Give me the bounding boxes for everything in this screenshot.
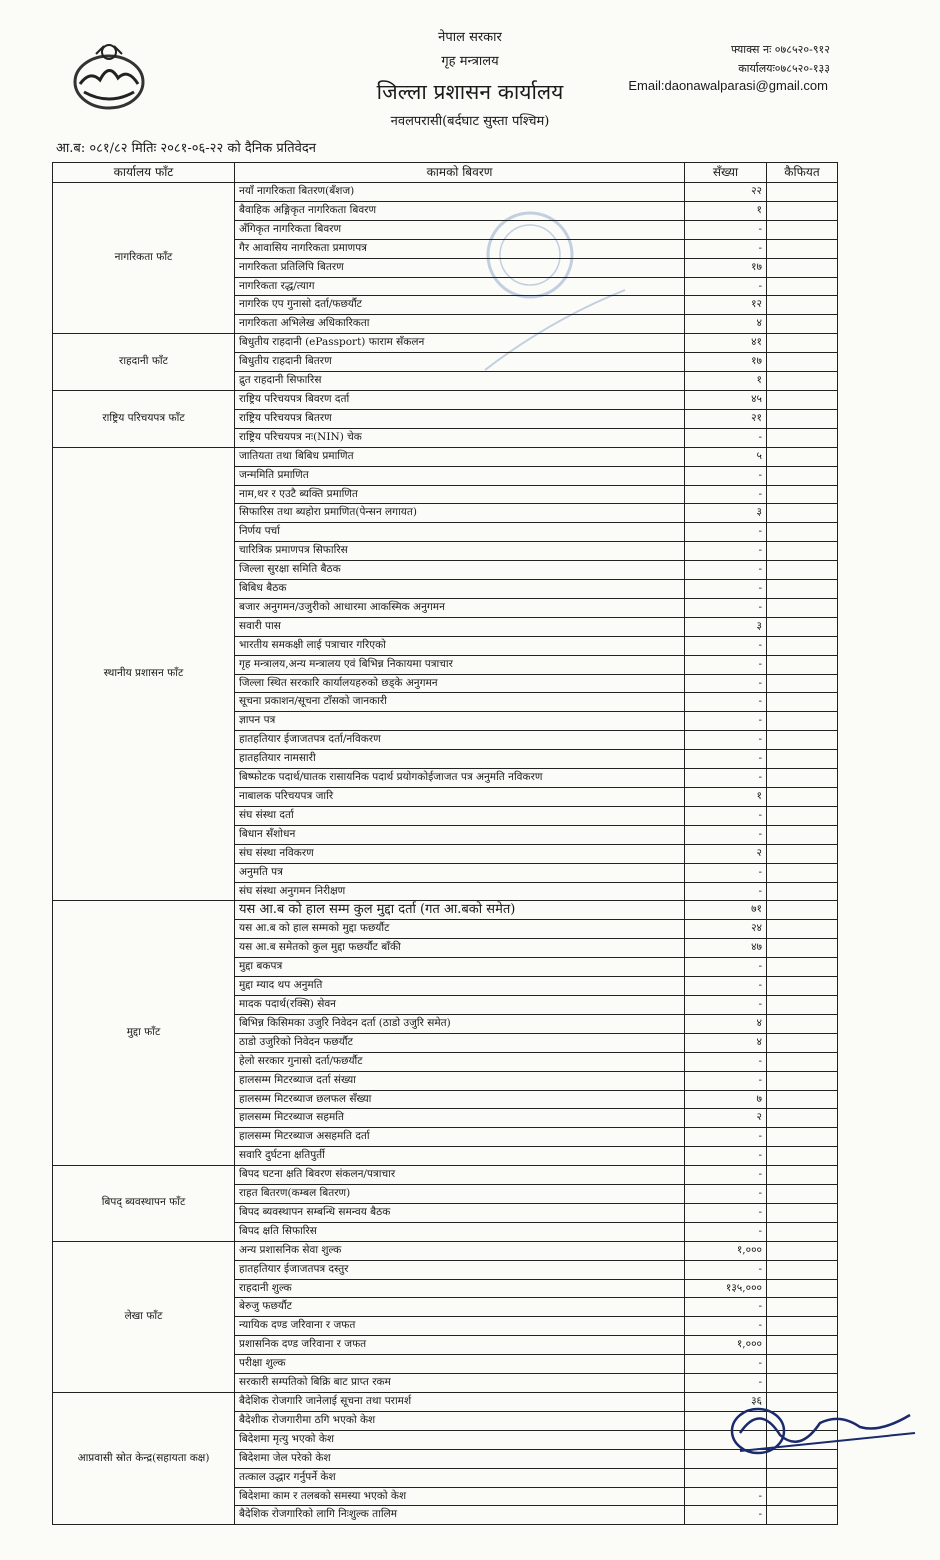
remarks-cell bbox=[767, 598, 838, 617]
work-description: संघ संस्था नविकरण bbox=[235, 844, 685, 863]
work-count: - bbox=[685, 977, 767, 996]
work-description: बिष्फोटक पदार्थ/घातक रासायनिक पदार्थ प्रयोगकोईजाजत पत्र अनुमति नविकरण bbox=[235, 769, 685, 788]
work-count: ४ bbox=[685, 1033, 767, 1052]
remarks-cell bbox=[767, 466, 838, 485]
work-description: हालसम्म मिटरब्याज दर्ता संख्या bbox=[235, 1071, 685, 1090]
work-description: परीक्षा शुल्क bbox=[235, 1355, 685, 1374]
remarks-cell bbox=[767, 277, 838, 296]
work-count: ५ bbox=[685, 447, 767, 466]
work-description: राष्ट्रिय परिचयपत्र बितरण bbox=[235, 409, 685, 428]
work-description: बिदेशमा काम र तलबको समस्या भएको केश bbox=[235, 1487, 685, 1506]
work-description: नयाँ नागरिकता बितरण(बँशज) bbox=[235, 183, 685, 202]
section-name: राहदानी फाँट bbox=[53, 334, 235, 391]
work-count: - bbox=[685, 655, 767, 674]
work-count: - bbox=[685, 1147, 767, 1166]
work-description: बिपद घटना क्षति बिवरण संकलन/पत्राचार bbox=[235, 1166, 685, 1185]
work-count: १,००० bbox=[685, 1336, 767, 1355]
work-description: राष्ट्रिय परिचयपत्र बिवरण दर्ता bbox=[235, 390, 685, 409]
work-description: सरकारी सम्पतिको बिक्रि बाट प्राप्त रकम bbox=[235, 1374, 685, 1393]
remarks-cell bbox=[767, 1336, 838, 1355]
remarks-cell bbox=[767, 1033, 838, 1052]
remarks-cell bbox=[767, 390, 838, 409]
remarks-cell bbox=[767, 1166, 838, 1185]
remarks-cell bbox=[767, 1109, 838, 1128]
work-count: १ bbox=[685, 372, 767, 391]
work-description: ज्ञापन पत्र bbox=[235, 712, 685, 731]
work-count: - bbox=[685, 958, 767, 977]
work-description: बिपद ब्यवस्थापन सम्बन्धि समन्वय बैठक bbox=[235, 1203, 685, 1222]
work-description: नागरिकता प्रतिलिपि बितरण bbox=[235, 258, 685, 277]
col-header-work: कामको बिवरण bbox=[235, 163, 685, 183]
remarks-cell bbox=[767, 315, 838, 334]
fax-number: फ्याक्स नः ०७८५२०-९१२ bbox=[730, 43, 830, 56]
remarks-cell bbox=[767, 1279, 838, 1298]
work-description: बिबिध बैठक bbox=[235, 580, 685, 599]
work-count: - bbox=[685, 750, 767, 769]
work-count: - bbox=[685, 825, 767, 844]
remarks-cell bbox=[767, 977, 838, 996]
work-count: - bbox=[685, 1128, 767, 1147]
remarks-cell bbox=[767, 901, 838, 920]
work-count: - bbox=[685, 769, 767, 788]
work-description: बिदेशमा मृत्यु भएको केश bbox=[235, 1430, 685, 1449]
remarks-cell bbox=[767, 655, 838, 674]
remarks-cell bbox=[767, 806, 838, 825]
remarks-cell bbox=[767, 372, 838, 391]
work-count: ३ bbox=[685, 617, 767, 636]
work-description: हालसम्म मिटरब्याज छलफल सँख्या bbox=[235, 1090, 685, 1109]
section-name: स्थानीय प्रशासन फाँट bbox=[53, 447, 235, 901]
remarks-cell bbox=[767, 617, 838, 636]
remarks-cell bbox=[767, 1014, 838, 1033]
report-title: आ.ब: ०८१/८२ मितिः २०८१-०६-२२ को दैनिक प्रतिवेदन bbox=[56, 141, 316, 156]
section-name: मुद्दा फाँट bbox=[53, 901, 235, 1166]
office-phone: कार्यालयः०७८५२०-१३३ bbox=[738, 62, 830, 75]
remarks-cell bbox=[767, 958, 838, 977]
section-name: आप्रवासी स्रोत केन्द्र(सहायता कक्ष) bbox=[53, 1393, 235, 1525]
work-count: - bbox=[685, 1317, 767, 1336]
work-description: राष्ट्रिय परिचयपत्र नः(NIN) चेक bbox=[235, 428, 685, 447]
remarks-cell bbox=[767, 712, 838, 731]
remarks-cell bbox=[767, 1147, 838, 1166]
work-description: यस आ.ब समेतको कुल मुद्दा फछर्यौट बाँकी bbox=[235, 939, 685, 958]
work-count: - bbox=[685, 542, 767, 561]
work-description: भारतीय समकक्षी लाई पत्राचार गरिएको bbox=[235, 636, 685, 655]
work-count: - bbox=[685, 1355, 767, 1374]
work-description: बिभिन्न किसिमका उजुरि निवेदन दर्ता (ठाडो उजुरि समेत) bbox=[235, 1014, 685, 1033]
table-row bbox=[53, 1241, 838, 1260]
work-count: - bbox=[685, 1166, 767, 1185]
work-count: - bbox=[685, 674, 767, 693]
work-count: ४१ bbox=[685, 334, 767, 353]
remarks-cell bbox=[767, 201, 838, 220]
work-description: सूचना प्रकाशन/सूचना टाँसको जानकारी bbox=[235, 693, 685, 712]
remarks-cell bbox=[767, 693, 838, 712]
work-description: नागरिकता रद्ध/त्याग bbox=[235, 277, 685, 296]
work-count: - bbox=[685, 1222, 767, 1241]
work-count: - bbox=[685, 1506, 767, 1525]
work-count: - bbox=[685, 1071, 767, 1090]
col-header-remarks: कैफियत bbox=[767, 163, 838, 183]
work-description: बैदेशीक रोजगारीमा ठगि भएको केश bbox=[235, 1411, 685, 1430]
remarks-cell bbox=[767, 1128, 838, 1147]
work-description: बेरुजु फछर्यौट bbox=[235, 1298, 685, 1317]
remarks-cell bbox=[767, 674, 838, 693]
remarks-cell bbox=[767, 1071, 838, 1090]
remarks-cell bbox=[767, 1298, 838, 1317]
work-description: संघ संस्था दर्ता bbox=[235, 806, 685, 825]
work-count: - bbox=[685, 1298, 767, 1317]
work-description: संघ संस्था अनुगमन निरीक्षण bbox=[235, 882, 685, 901]
work-count bbox=[685, 1468, 767, 1487]
remarks-cell bbox=[767, 485, 838, 504]
work-count: - bbox=[685, 882, 767, 901]
work-description: अँगिकृत नागरिकता बिवरण bbox=[235, 220, 685, 239]
remarks-cell bbox=[767, 750, 838, 769]
work-description: हेलो सरकार गुनासो दर्ता/फछर्यौट bbox=[235, 1052, 685, 1071]
remarks-cell bbox=[767, 409, 838, 428]
work-description: बिदेशमा जेल परेको केश bbox=[235, 1449, 685, 1468]
work-description: न्यायिक दण्ड जरिवाना र जफत bbox=[235, 1317, 685, 1336]
remarks-cell bbox=[767, 353, 838, 372]
work-count: - bbox=[685, 239, 767, 258]
office-name: जिल्ला प्रशासन कार्यालय bbox=[376, 80, 564, 104]
work-count: ४५ bbox=[685, 390, 767, 409]
remarks-cell bbox=[767, 995, 838, 1014]
table-row bbox=[53, 334, 838, 353]
remarks-cell bbox=[767, 1203, 838, 1222]
work-count: ७ bbox=[685, 1090, 767, 1109]
work-description: राहदानी शुल्क bbox=[235, 1279, 685, 1298]
office-location: नवलपरासी(बर्दघाट सुस्ता पश्चिम) bbox=[390, 114, 550, 129]
work-count: १ bbox=[685, 788, 767, 807]
remarks-cell bbox=[767, 1468, 838, 1487]
work-description: तत्काल उद्धार गर्नुपर्ने केश bbox=[235, 1468, 685, 1487]
work-count: - bbox=[685, 220, 767, 239]
remarks-cell bbox=[767, 939, 838, 958]
work-description: ठाडो उजुरिको निवेदन फछर्यौट bbox=[235, 1033, 685, 1052]
remarks-cell bbox=[767, 1185, 838, 1204]
work-count: ३६ bbox=[685, 1393, 767, 1412]
section-name: बिपद् ब्यवस्थापन फाँट bbox=[53, 1166, 235, 1242]
work-count: - bbox=[685, 561, 767, 580]
work-description: नागरिक एप गुनासो दर्ता/फछर्यौट bbox=[235, 296, 685, 315]
remarks-cell bbox=[767, 296, 838, 315]
remarks-cell bbox=[767, 636, 838, 655]
work-count: - bbox=[685, 598, 767, 617]
work-description: जन्ममिति प्रमाणित bbox=[235, 466, 685, 485]
work-count: १७ bbox=[685, 353, 767, 372]
work-count: - bbox=[685, 1374, 767, 1393]
work-description: गैर आवासिय नागरिकता प्रमाणपत्र bbox=[235, 239, 685, 258]
work-count: - bbox=[685, 1487, 767, 1506]
remarks-cell bbox=[767, 1317, 838, 1336]
work-count: - bbox=[685, 523, 767, 542]
work-count: ३ bbox=[685, 504, 767, 523]
work-description: बजार अनुगमन/उजुरीको आधारमा आकस्मिक अनुगमन bbox=[235, 598, 685, 617]
work-count: - bbox=[685, 580, 767, 599]
work-description: बिधुतीय राहदानी (ePassport) फाराम सँकलन bbox=[235, 334, 685, 353]
remarks-cell bbox=[767, 1052, 838, 1071]
remarks-cell bbox=[767, 523, 838, 542]
work-count: २२ bbox=[685, 183, 767, 202]
work-count: - bbox=[685, 693, 767, 712]
work-description: हालसम्म मिटरब्याज सहमति bbox=[235, 1109, 685, 1128]
work-description: सिफारिस तथा ब्यहोरा प्रमाणित(पेन्सन लगायत) bbox=[235, 504, 685, 523]
work-count: २१ bbox=[685, 409, 767, 428]
remarks-cell bbox=[767, 428, 838, 447]
remarks-cell bbox=[767, 844, 838, 863]
table-row bbox=[53, 447, 838, 466]
work-description: हातहतियार ईजाजतपत्र दस्तुर bbox=[235, 1260, 685, 1279]
work-count: - bbox=[685, 863, 767, 882]
remarks-cell bbox=[767, 825, 838, 844]
letterhead bbox=[0, 0, 940, 160]
work-description: नाबालक परिचयपत्र जारि bbox=[235, 788, 685, 807]
section-name: नागरिकता फाँट bbox=[53, 183, 235, 334]
remarks-cell bbox=[767, 882, 838, 901]
work-count: २४ bbox=[685, 920, 767, 939]
office-email: Email:daonawalparasi@gmail.com bbox=[628, 78, 828, 93]
work-description: गृह मन्त्रालय,अन्य मन्त्रालय एवं बिभिन्न निकायमा पत्राचार bbox=[235, 655, 685, 674]
remarks-cell bbox=[767, 258, 838, 277]
work-count: १३५,००० bbox=[685, 1279, 767, 1298]
work-description: बैदेशिक रोजगारिको लागि निःशुल्क तालिम bbox=[235, 1506, 685, 1525]
work-count: - bbox=[685, 466, 767, 485]
work-description: जातियता तथा बिबिध प्रमाणित bbox=[235, 447, 685, 466]
work-description: यस आ.ब को हाल सम्म कुल मुद्दा दर्ता (गत आ.बको समेत) bbox=[235, 901, 685, 920]
work-count: २ bbox=[685, 844, 767, 863]
work-count: - bbox=[685, 806, 767, 825]
work-count: ४ bbox=[685, 315, 767, 334]
remarks-cell bbox=[767, 1506, 838, 1525]
work-description: जिल्ला स्थित सरकारि कार्यालयहरुको छड्के अनुगमन bbox=[235, 674, 685, 693]
remarks-cell bbox=[767, 447, 838, 466]
signature-icon bbox=[720, 1393, 920, 1463]
work-count: - bbox=[685, 995, 767, 1014]
work-count: ४७ bbox=[685, 939, 767, 958]
table-header-row bbox=[53, 163, 838, 183]
work-count: - bbox=[685, 277, 767, 296]
work-description: हातहतियार नामसारी bbox=[235, 750, 685, 769]
section-name: राष्ट्रिय परिचयपत्र फाँट bbox=[53, 390, 235, 447]
work-count: - bbox=[685, 712, 767, 731]
work-count: - bbox=[685, 1203, 767, 1222]
work-count: ४ bbox=[685, 1014, 767, 1033]
work-count: १,००० bbox=[685, 1241, 767, 1260]
work-description: हालसम्म मिटरब्याज असहमति दर्ता bbox=[235, 1128, 685, 1147]
work-count: ७१ bbox=[685, 901, 767, 920]
work-count: - bbox=[685, 1260, 767, 1279]
col-header-count: सँख्या bbox=[685, 163, 767, 183]
work-description: बिधान सँशोधन bbox=[235, 825, 685, 844]
remarks-cell bbox=[767, 731, 838, 750]
work-description: हातहतियार ईजाजतपत्र दर्ता/नविकरण bbox=[235, 731, 685, 750]
table-body bbox=[53, 183, 838, 1525]
remarks-cell bbox=[767, 220, 838, 239]
work-description: राहत बितरण(कम्बल बितरण) bbox=[235, 1185, 685, 1204]
work-description: चारित्रिक प्रमाणपत्र सिफारिस bbox=[235, 542, 685, 561]
remarks-cell bbox=[767, 183, 838, 202]
table-row bbox=[53, 901, 838, 920]
work-description: बिधुतीय राहदानी बितरण bbox=[235, 353, 685, 372]
table-row bbox=[53, 1166, 838, 1185]
work-count: २ bbox=[685, 1109, 767, 1128]
table-row bbox=[53, 183, 838, 202]
government-name: नेपाल सरकार bbox=[438, 30, 502, 45]
work-description: यस आ.ब को हाल सम्मको मुद्दा फछर्यौट bbox=[235, 920, 685, 939]
remarks-cell bbox=[767, 1487, 838, 1506]
work-description: मुद्दा म्याद थप अनुमति bbox=[235, 977, 685, 996]
work-description: निर्णय पर्चा bbox=[235, 523, 685, 542]
remarks-cell bbox=[767, 1355, 838, 1374]
work-description: बिपद क्षति सिफारिस bbox=[235, 1222, 685, 1241]
work-description: सवारी पास bbox=[235, 617, 685, 636]
remarks-cell bbox=[767, 788, 838, 807]
remarks-cell bbox=[767, 239, 838, 258]
remarks-cell bbox=[767, 1374, 838, 1393]
work-description: मादक पदार्थ(रक्सि) सेवन bbox=[235, 995, 685, 1014]
daily-report-table bbox=[52, 162, 838, 1525]
ministry-name: गृह मन्त्रालय bbox=[441, 54, 499, 69]
work-description: अनुमति पत्र bbox=[235, 863, 685, 882]
work-description: नाम,थर र एउटै ब्यक्ति प्रमाणित bbox=[235, 485, 685, 504]
work-description: मुद्दा बकपत्र bbox=[235, 958, 685, 977]
col-header-section: कार्यालय फाँट bbox=[53, 163, 235, 183]
work-count: - bbox=[685, 428, 767, 447]
section-name: लेखा फाँट bbox=[53, 1241, 235, 1392]
work-count: - bbox=[685, 1052, 767, 1071]
remarks-cell bbox=[767, 1090, 838, 1109]
work-count: १२ bbox=[685, 296, 767, 315]
work-description: नागरिकता अभिलेख अधिकारिकता bbox=[235, 315, 685, 334]
remarks-cell bbox=[767, 1222, 838, 1241]
work-count: - bbox=[685, 485, 767, 504]
remarks-cell bbox=[767, 1241, 838, 1260]
work-count: १ bbox=[685, 201, 767, 220]
remarks-cell bbox=[767, 561, 838, 580]
remarks-cell bbox=[767, 769, 838, 788]
work-count: - bbox=[685, 731, 767, 750]
work-description: जिल्ला सुरक्षा समिति बैठक bbox=[235, 561, 685, 580]
work-description: बैदेशिक रोजगारि जानेलाई सूचना तथा परामर्श bbox=[235, 1393, 685, 1412]
remarks-cell bbox=[767, 580, 838, 599]
remarks-cell bbox=[767, 1260, 838, 1279]
table-row bbox=[53, 390, 838, 409]
work-description: प्रशासनिक दण्ड जरिवाना र जफत bbox=[235, 1336, 685, 1355]
remarks-cell bbox=[767, 504, 838, 523]
remarks-cell bbox=[767, 863, 838, 882]
work-description: द्रुत राहदानी सिफारिस bbox=[235, 372, 685, 391]
remarks-cell bbox=[767, 920, 838, 939]
work-count: १७ bbox=[685, 258, 767, 277]
work-count: - bbox=[685, 636, 767, 655]
remarks-cell bbox=[767, 542, 838, 561]
work-description: बैवाहिक अङ्गिकृत नागरिकता बिवरण bbox=[235, 201, 685, 220]
work-description: सवारि दुर्घटना क्षतिपुर्ती bbox=[235, 1147, 685, 1166]
remarks-cell bbox=[767, 334, 838, 353]
work-description: अन्य प्रशासनिक सेवा शुल्क bbox=[235, 1241, 685, 1260]
work-count: - bbox=[685, 1185, 767, 1204]
